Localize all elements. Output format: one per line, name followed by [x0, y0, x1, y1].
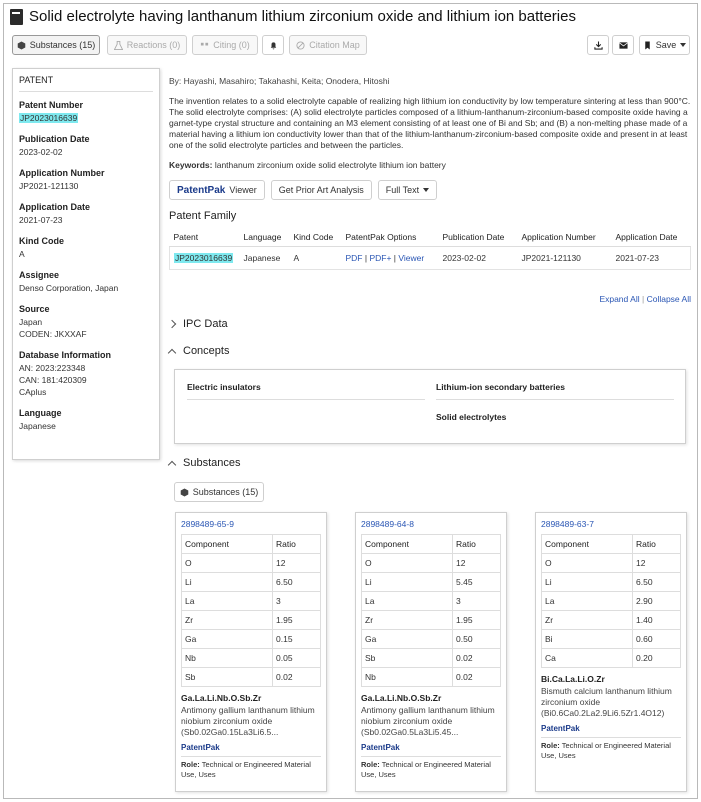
role-label: Role: — [361, 760, 380, 769]
component: Nb — [182, 649, 273, 668]
concept-lithium-ion-batteries[interactable]: Lithium-ion secondary batteries — [436, 382, 674, 400]
family-kind: A — [293, 253, 300, 263]
ratio: 0.05 — [273, 649, 321, 668]
component-header: Component — [542, 535, 633, 554]
abstract: The invention relates to a solid electrolyte capable of realizing high lithium ion conductivity by low temperature sintering at less than 900°C. The solid electrolyte comprises: (A) solid electrolyte particles composed of a lithium-lanthanum-zirconium-based composite oxide having a garnet-type crystal structure and containing an M3 element consisting of at least one of Bi and Sb; and (B) a non-melting phase made of a material having a lithium ion conductivity lower than that of the lithium-lanthanum-zirconium-based composite oxide and present in at least one of the solid electrolyte particles and between the particles. — [169, 96, 691, 150]
ratio: 0.02 — [273, 668, 321, 687]
table-row — [362, 630, 501, 649]
chevron-up-icon — [168, 348, 176, 356]
alert-bell-button[interactable] — [262, 35, 284, 55]
role-value: Technical or Engineered Material Use, Uses — [541, 741, 671, 760]
citing-tab-label: Citing (0) — [213, 40, 250, 50]
role-label: Role: — [541, 741, 560, 750]
role-label: Role: — [181, 760, 200, 769]
component: O — [542, 554, 633, 573]
ratio-header: Ratio — [453, 535, 501, 554]
hexagon-icon — [180, 488, 189, 497]
component: Sb — [362, 649, 453, 668]
patentpak-viewer-button[interactable] — [169, 180, 265, 200]
table-row — [182, 649, 321, 668]
kind-code-value: A — [19, 249, 25, 259]
ratio: 12 — [453, 554, 501, 573]
substances-title: Substances — [183, 457, 241, 469]
no-map-icon — [296, 41, 305, 50]
component: Ga — [362, 630, 453, 649]
quote-icon — [200, 41, 209, 50]
ratio: 12 — [633, 554, 681, 573]
publication-date-field — [19, 134, 153, 158]
kind-code-label: Kind Code — [19, 236, 64, 246]
role — [361, 760, 501, 780]
table-row — [542, 554, 681, 573]
envelope-icon — [619, 41, 628, 50]
application-number-value: JP2021-121130 — [19, 181, 79, 191]
col-language: Language — [240, 228, 290, 247]
save-label: Save — [655, 40, 677, 50]
chevron-up-icon — [168, 460, 176, 468]
table-row — [362, 611, 501, 630]
cas-number-link[interactable]: 2898489-63-7 — [541, 519, 594, 529]
ratio: 0.02 — [453, 649, 501, 668]
authors: By: Hayashi, Masahiro; Takahashi, Keita; Onodera, Hitoshi — [169, 76, 390, 86]
substance-card — [355, 512, 507, 792]
application-date-field — [19, 202, 153, 226]
component: Bi — [542, 630, 633, 649]
table-row — [182, 554, 321, 573]
patentpak-link[interactable]: PatentPak — [361, 743, 501, 757]
table-row — [362, 592, 501, 611]
substances-tab-label: Substances (15) — [29, 40, 96, 50]
download-icon — [594, 41, 603, 50]
concept-electric-insulators[interactable]: Electric insulators — [187, 382, 425, 400]
viewer-link[interactable]: Viewer — [398, 253, 425, 263]
application-number-label: Application Number — [19, 168, 105, 178]
patentpak-link[interactable]: PatentPak — [181, 743, 321, 757]
full-text-button[interactable] — [378, 180, 437, 200]
role — [181, 760, 321, 780]
component: Zr — [182, 611, 273, 630]
assignee-field — [19, 270, 153, 294]
table-row — [182, 592, 321, 611]
ipc-data-toggle[interactable] — [169, 318, 228, 330]
application-number-field — [19, 168, 153, 192]
cas-number-link[interactable]: 2898489-65-9 — [181, 519, 234, 529]
application-date-label: Application Date — [19, 202, 91, 212]
language-value: Japanese — [19, 421, 56, 431]
ratio: 0.50 — [453, 630, 501, 649]
pdf-plus-link[interactable]: PDF+ — [369, 253, 392, 263]
concepts-toggle[interactable] — [169, 345, 229, 357]
table-row — [362, 649, 501, 668]
prior-art-button[interactable]: Get Prior Art Analysis — [271, 180, 372, 200]
substance-name: Antimony gallium lanthanum lithium niobium zirconium oxide (Sb0.02Ga0.15La3Li6.5... — [181, 705, 315, 737]
caret-down-icon — [423, 188, 429, 192]
col-patent: Patent — [170, 228, 240, 247]
substances-toggle[interactable] — [169, 457, 240, 469]
ratio: 1.95 — [273, 611, 321, 630]
citation-map-label: Citation Map — [309, 40, 360, 50]
keywords-label: Keywords: — [169, 160, 213, 170]
composition-table — [181, 534, 321, 687]
table-row — [542, 573, 681, 592]
patent-family-table — [169, 228, 691, 270]
table-row — [362, 573, 501, 592]
composition-table — [541, 534, 681, 668]
ratio: 1.95 — [453, 611, 501, 630]
component-header: Component — [362, 535, 453, 554]
ratio: 1.40 — [633, 611, 681, 630]
ratio: 0.02 — [453, 668, 501, 687]
component: O — [362, 554, 453, 573]
formula: Ga.La.Li.Nb.O.Sb.Zr — [361, 693, 442, 703]
table-row — [182, 573, 321, 592]
database-value: CAplus — [19, 387, 47, 397]
can-value: CAN: 181:420309 — [19, 375, 87, 385]
component: Ga — [182, 630, 273, 649]
ratio: 0.20 — [633, 649, 681, 668]
viewer-label: Viewer — [229, 185, 257, 195]
language-field — [19, 408, 153, 432]
component: Zr — [542, 611, 633, 630]
component: La — [362, 592, 453, 611]
publication-date-label: Publication Date — [19, 134, 90, 144]
flask-icon — [114, 41, 123, 50]
concepts-panel — [174, 369, 686, 444]
substance-card — [175, 512, 327, 792]
role-value: Technical or Engineered Material Use, Uses — [181, 760, 311, 779]
coden-value: CODEN: JKXXAF — [19, 329, 87, 339]
patent-family-title: Patent Family — [169, 210, 237, 222]
component: Zr — [362, 611, 453, 630]
download-button[interactable] — [587, 35, 609, 55]
action-buttons — [169, 180, 691, 200]
col-patentpak-options: PatentPak Options — [342, 228, 439, 247]
database-info-field — [19, 350, 153, 398]
ratio: 0.15 — [273, 630, 321, 649]
table-row — [170, 247, 691, 270]
component: La — [542, 592, 633, 611]
table-row — [182, 630, 321, 649]
col-application-date: Application Date — [612, 228, 691, 247]
patent-number-value: JP2023016639 — [20, 113, 78, 123]
table-row — [542, 611, 681, 630]
save-button[interactable] — [639, 35, 690, 55]
hexagon-icon — [17, 41, 26, 50]
cas-number-link[interactable]: 2898489-64-8 — [361, 519, 414, 529]
an-value: AN: 2023:223348 — [19, 363, 86, 373]
family-application-number: JP2021-121130 — [521, 253, 581, 263]
title-row — [10, 8, 576, 25]
ratio: 5.45 — [453, 573, 501, 592]
ratio-header: Ratio — [633, 535, 681, 554]
source-value: Japan — [19, 317, 43, 327]
toolbar — [12, 35, 692, 57]
keywords-value: lanthanum zirconium oxide solid electrolyte lithium ion battery — [214, 160, 446, 170]
language-label: Language — [19, 408, 62, 418]
patent-sidebar — [12, 68, 160, 460]
source-field — [19, 304, 153, 340]
table-row — [362, 554, 501, 573]
substances-button-label: Substances (15) — [192, 487, 259, 497]
col-publication-date: Publication Date — [439, 228, 518, 247]
component: La — [182, 592, 273, 611]
substance-card — [535, 512, 687, 792]
ratio: 3 — [273, 592, 321, 611]
ratio: 12 — [273, 554, 321, 573]
formula: Ga.La.Li.Nb.O.Sb.Zr — [181, 693, 262, 703]
table-row — [542, 649, 681, 668]
assignee-value: Denso Corporation, Japan — [19, 283, 119, 293]
col-kind-code: Kind Code — [290, 228, 342, 247]
publication-date-value: 2023-02-02 — [19, 147, 63, 157]
family-language: Japanese — [243, 253, 281, 263]
substances-tab-button[interactable] — [12, 35, 100, 55]
substance-name: Antimony gallium lanthanum lithium niobium zirconium oxide (Sb0.02Ga0.5La3Li5.45... — [361, 705, 495, 737]
patent-number-field — [19, 100, 153, 124]
expand-all-link[interactable]: Expand All — [599, 294, 640, 304]
ratio: 0.60 — [633, 630, 681, 649]
ratio: 6.50 — [273, 573, 321, 592]
ipc-data-title: IPC Data — [183, 318, 228, 330]
application-date-value: 2021-07-23 — [19, 215, 63, 225]
role — [541, 741, 681, 761]
composition-table — [361, 534, 501, 687]
component: Li — [362, 573, 453, 592]
full-text-label: Full Text — [385, 185, 420, 195]
table-row — [362, 668, 501, 687]
role-value: Technical or Engineered Material Use, Uses — [361, 760, 491, 779]
table-row — [542, 630, 681, 649]
family-patent-number[interactable]: JP2023016639 — [175, 253, 233, 263]
family-publication-date: 2023-02-02 — [442, 253, 486, 263]
component-header: Component — [182, 535, 273, 554]
book-icon — [10, 9, 23, 25]
pdf-link[interactable]: PDF — [345, 253, 363, 263]
component: Li — [542, 573, 633, 592]
formula: Bi.Ca.La.Li.O.Zr — [541, 674, 605, 684]
email-button[interactable] — [612, 35, 634, 55]
component: O — [182, 554, 273, 573]
ratio: 3 — [453, 592, 501, 611]
ratio: 6.50 — [633, 573, 681, 592]
component: Li — [182, 573, 273, 592]
ratio-header: Ratio — [273, 535, 321, 554]
ratio: 2.90 — [633, 592, 681, 611]
database-info-label: Database Information — [19, 350, 112, 360]
assignee-label: Assignee — [19, 270, 60, 280]
substance-name: Bismuth calcium lanthanum lithium zirconium oxide (Bi0.6Ca0.2La2.9Li6.5Zr1.4O12) — [541, 686, 672, 718]
patentpak-logo: PatentPak — [177, 184, 226, 196]
component: Ca — [542, 649, 633, 668]
concept-solid-electrolytes[interactable]: Solid electrolytes — [436, 412, 507, 422]
keywords — [169, 160, 691, 170]
component: Sb — [182, 668, 273, 687]
bell-icon — [269, 41, 278, 50]
component: Nb — [362, 668, 453, 687]
citation-map-button[interactable] — [289, 35, 367, 55]
reactions-tab-label: Reactions (0) — [126, 40, 181, 50]
table-row — [182, 668, 321, 687]
patentpak-options: PDF | PDF+ | Viewer — [345, 253, 425, 263]
family-application-date: 2021-07-23 — [615, 253, 659, 263]
kind-code-field — [19, 236, 153, 260]
patent-number-label: Patent Number — [19, 100, 84, 110]
concepts-title: Concepts — [183, 345, 230, 357]
table-row — [182, 611, 321, 630]
patentpak-link[interactable]: PatentPak — [541, 724, 681, 738]
col-application-number: Application Number — [518, 228, 612, 247]
bookmark-icon — [643, 41, 652, 50]
expand-collapse-links: Expand All | Collapse All — [599, 294, 691, 304]
caret-down-icon — [680, 43, 686, 47]
table-row — [542, 592, 681, 611]
collapse-all-link[interactable]: Collapse All — [646, 294, 691, 304]
main-content — [169, 76, 691, 270]
reactions-tab-button[interactable] — [107, 35, 187, 55]
citing-tab-button[interactable] — [192, 35, 258, 55]
page-title: Solid electrolyte having lanthanum lithium zirconium oxide and lithium ion batteries — [29, 8, 576, 25]
sidebar-header: PATENT — [19, 75, 153, 92]
substances-button[interactable] — [174, 482, 264, 502]
chevron-right-icon — [168, 320, 176, 328]
source-label: Source — [19, 304, 50, 314]
